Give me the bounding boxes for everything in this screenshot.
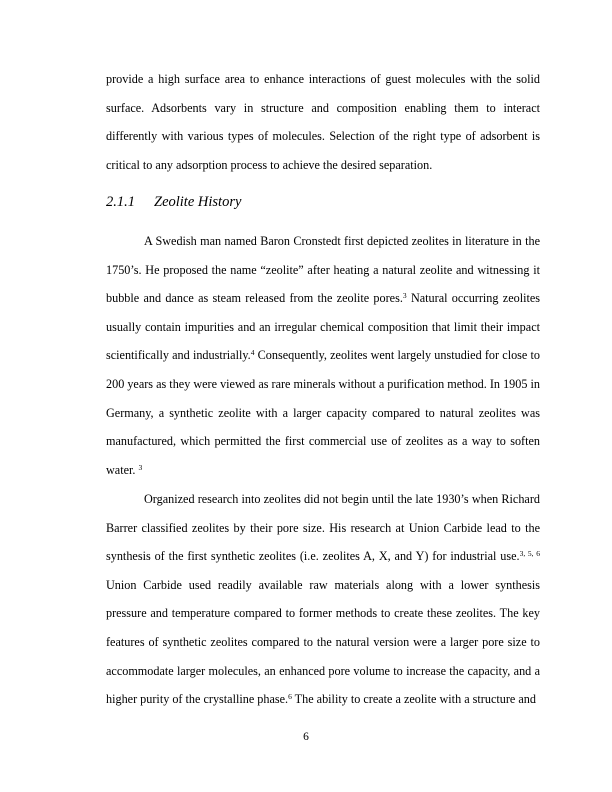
section-title: Zeolite History xyxy=(154,194,242,210)
section-number: 2.1.1 xyxy=(106,194,135,210)
paragraph-3-sentence-1: Organized research into zeolites did not begin until the late 1930’s when Richard Barrer classified zeolites by their pore size. His research at Union Carbide lead to the synthesis of the first synthetic zeolites (i.e. zeolites A, X, and Y) for industrial use. xyxy=(106,492,540,564)
section-heading xyxy=(106,192,241,212)
paragraph-organized-research xyxy=(106,485,540,714)
citation-superscript: 4 xyxy=(250,348,255,358)
paragraph-2-sentence-2: Natural occurring zeolites usually contain impurities and an irregular chemical composition that limit their impact scientifically and industrially. xyxy=(106,291,541,363)
citation-superscript: 3, 5, 6 xyxy=(519,549,541,559)
paragraph-3-sentence-3: The ability to create a zeolite with a structure and xyxy=(291,692,536,707)
page-number: 6 xyxy=(303,731,309,743)
paragraph-continuation xyxy=(106,65,540,179)
citation-superscript: 6 xyxy=(288,692,292,702)
paragraph-2-sentence-1: A Swedish man named Baron Cronstedt first depicted zeolites in literature in the 1750’s. He proposed the name “zeolite” after heating a natural zeolite and witnessing it bubble and dance as steam released from the zeolite pores. xyxy=(106,234,540,306)
paragraph-1-text: provide a high surface area to enhance interactions of guest molecules with the solid surface. Adsorbents vary in structure and composition enabling them to interact differently with various types of molecules. Selection of the right type of adsorbent is critical to any adsorption process to achieve the desired separation. xyxy=(106,72,540,172)
citation-superscript: 3 xyxy=(402,291,407,301)
citation-superscript: 3 xyxy=(138,462,143,472)
paragraph-2-sentence-3: Consequently, zeolites went largely unstudied for close to 200 years as they were viewed as rare minerals without a purification method. In 1905 in Germany, a synthetic zeolite with a larger capacity compared to natural zeolites was manufactured, which permitted the first commercial use of zeolites as a way to soften water. xyxy=(106,348,541,477)
paragraph-zeolite-origin xyxy=(106,227,540,484)
paragraph-3-sentence-2: Union Carbide used readily available raw materials along with a lower synthesis pressure and temperature compared to former methods to create these zeolites. The key features of synthetic zeolites compared to the natural version were a larger pore size to accommodate larger molecules, an enhanced pore volume to increase the capacity, and a higher purity of the crystalline phase. xyxy=(106,577,540,707)
